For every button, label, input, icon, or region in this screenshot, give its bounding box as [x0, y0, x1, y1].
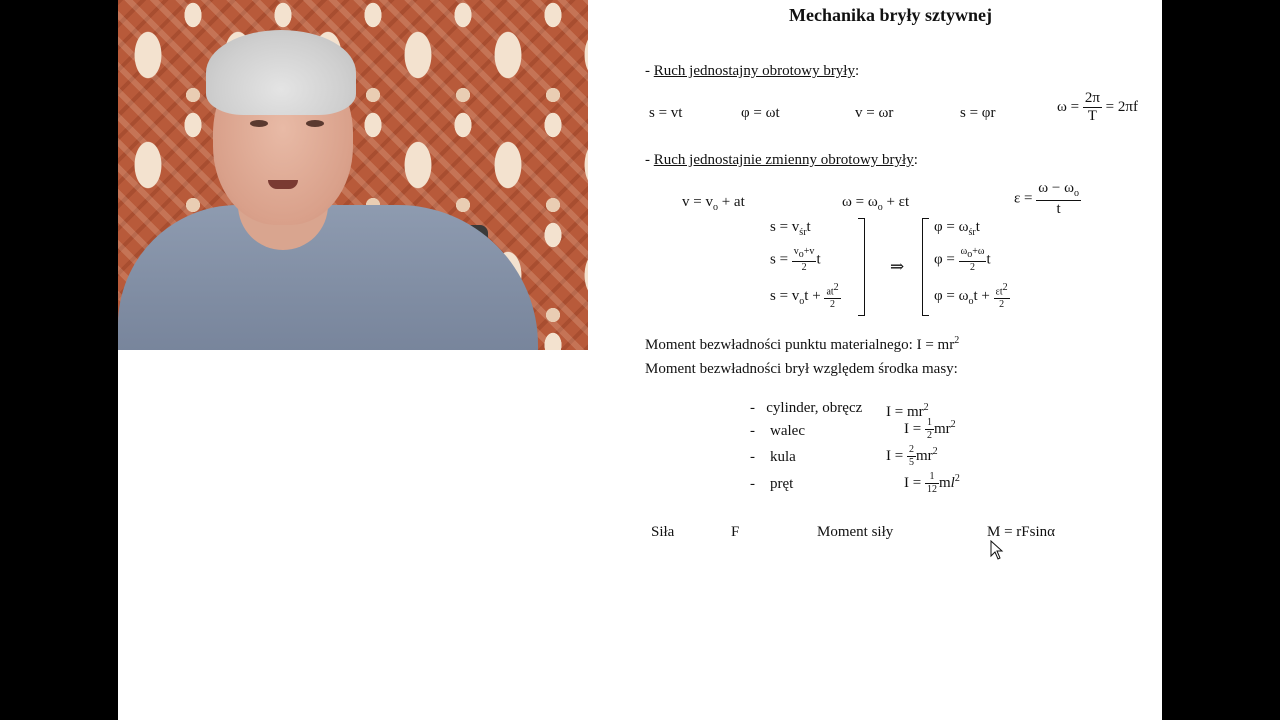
- inertia-body-line: Moment bezwładności brył względem środka masy:: [645, 361, 958, 377]
- presenter-hair: [206, 30, 356, 115]
- inertia-point-line: Moment bezwładności punktu materialnego: $I = mr^2$: [645, 335, 960, 353]
- page-title: Mechanika bryły sztywnej: [789, 5, 992, 25]
- formula-v-wr: v = ωr: [855, 105, 894, 121]
- formula-v-v0-at: $v = v_o$ + at: [682, 194, 745, 213]
- presenter-eye-left: [250, 120, 268, 127]
- right-brace: [858, 218, 865, 316]
- formula-s-avg-v-t: s = $\frac{v_o+v}{2}$ t: [770, 246, 821, 273]
- formula-s-vt: s = vt: [649, 105, 683, 121]
- body-item-walec: - walec: [750, 423, 805, 439]
- formula-omega-period: ω = $\frac{2\pi}{T}$ = 2πf: [1057, 90, 1138, 124]
- formula-phi-avg-w-t: φ = $\frac{\omega_o+\omega}{2}$ t: [934, 246, 991, 273]
- formula-phi-w0t-et2: $\varphi = \omega_ot$ + $\frac{\varepsilon t^2}{2}$: [934, 282, 1008, 311]
- section1-heading: - Ruch jednostajny obrotowy bryły:: [645, 63, 860, 79]
- body-item-kula: - kula: [750, 449, 796, 465]
- label-f: F: [731, 524, 740, 540]
- body-item-pret: - pręt: [750, 476, 794, 492]
- label-sila: Siła: [651, 524, 675, 540]
- formula-phi-wt: φ = ωt: [741, 105, 780, 121]
- webcam-video: [118, 0, 588, 350]
- presenter-eye-right: [306, 120, 324, 127]
- body-formula-pret: I = $\frac{1}{12}$ $ml^2$: [904, 471, 960, 496]
- presenter-mouth: [268, 180, 298, 189]
- body-formula-cylinder: $I = mr^2$: [886, 402, 929, 420]
- label-moment-sily: Moment siły: [817, 524, 894, 540]
- mouse-cursor-icon: [990, 540, 1004, 560]
- body-formula-kula: I = $\frac{2}{5}$ $mr^2$: [886, 444, 938, 469]
- formula-moment: M = rFsinα: [987, 524, 1055, 540]
- formula-phi-wsr-t: $\varphi = \omega_{śr}t$: [934, 219, 980, 238]
- formula-s-v0t-at2: $s = v_ot$ + $\frac{at^2}{2}$: [770, 282, 839, 311]
- formula-s-phir: s = φr: [960, 105, 996, 121]
- body-item-cylinder: - cylinder, obręcz: [750, 400, 863, 416]
- implies-arrow: ⇒: [890, 257, 905, 276]
- section2-heading: - Ruch jednostajnie zmienny obrotowy bryły:: [645, 152, 918, 168]
- formula-w-w0-et: $\omega = \omega_o + \varepsilon t$: [842, 194, 910, 213]
- formula-s-vsr-t: $s = v_{śr}t$: [770, 219, 811, 238]
- body-formula-walec: I = $\frac{1}{2}$ $mr^2$: [904, 417, 956, 442]
- formula-epsilon: ε = $\frac{\omega - \omega_o}{t}$: [1014, 180, 1079, 217]
- left-brace: [922, 218, 929, 316]
